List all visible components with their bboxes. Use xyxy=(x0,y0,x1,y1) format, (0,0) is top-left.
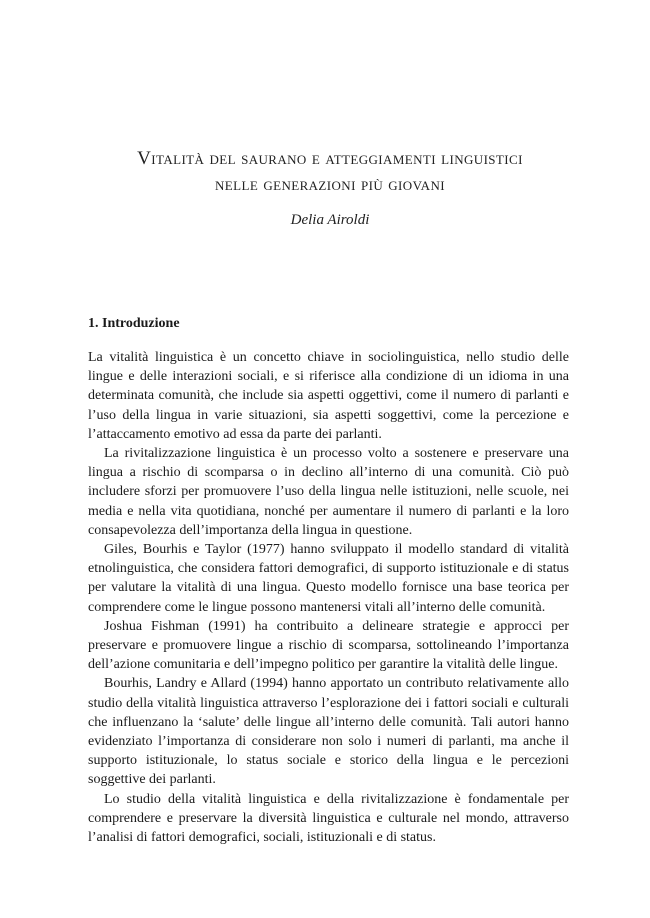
section-heading: 1. Introduzione xyxy=(88,316,180,331)
section-body xyxy=(88,348,569,847)
paragraph-4: Joshua Fishman (1991) ha contribuito a delineare strategie e approcci per preservare e promuovere lingue a rischio di scomparsa, sottolineando l’importanza dell’azione comunitaria e dell’impegno politico per garantire la vitalità delle lingue. xyxy=(88,618,569,673)
article-title xyxy=(80,146,580,198)
article-title-line-1: Vitalità del saurano e atteggiamenti linguistici xyxy=(137,148,523,169)
paragraph-5: Bourhis, Landry e Allard (1994) hanno apportato un contributo relativamente allo studio della vitalità linguistica attraverso l’esplorazione dei i fattori sociali e culturali che influenzano la ‘salute’ delle lingue all’interno delle comunità. Tali autori hanno evidenziato l’importanza di considerare non solo i numeri di parlanti, ma anche il supporto istituzionale, lo status sociale e storico della lingua e le percezioni soggettive dei parlanti. xyxy=(88,676,569,788)
paragraph-6: Lo studio della vitalità linguistica e della rivitalizzazione è fondamentale per comprendere e preservare la diversità linguistica e culturale nel mondo, attraverso l’analisi di fattori demografici, sociali, istituzionali e di status. xyxy=(88,791,569,846)
paragraph-2: La rivitalizzazione linguistica è un processo volto a sostenere e preservare una lingua a rischio di scomparsa o in declino all’interno di una comunità. Ciò può includere sforzi per promuovere l’uso della lingua nelle istituzioni, nelle scuole, nei media e nella vita quotidiana, nonché per aumentare il numero di parlanti e la loro consapevolezza dell’importanza della lingua in questione. xyxy=(88,446,569,538)
paragraph-1: La vitalità linguistica è un concetto chiave in sociolinguistica, nello studio delle lingue e delle interazioni sociali, e si riferisce alla condizione di un idioma in una determinata comunità, che include sia aspetti oggettivi, come il numero di parlanti e l’uso della lingua in varie situazioni, sia aspetti soggettivi, come la percezione e l’attaccamento emotivo ad essa da parte dei parlanti. xyxy=(88,350,569,442)
paragraph-3: Giles, Bourhis e Taylor (1977) hanno sviluppato il modello standard di vitalità etnolinguistica, che considera fattori demografici, di supporto istituzionale e di status per valutare la vitalità di una lingua. Questo modello fornisce una base teorica per comprendere come le lingue possono mantenersi vitali all’interno delle comunità. xyxy=(88,542,569,615)
article-author: Delia Airoldi xyxy=(290,212,370,228)
article-title-line-2: nelle generazioni più giovani xyxy=(215,174,445,195)
